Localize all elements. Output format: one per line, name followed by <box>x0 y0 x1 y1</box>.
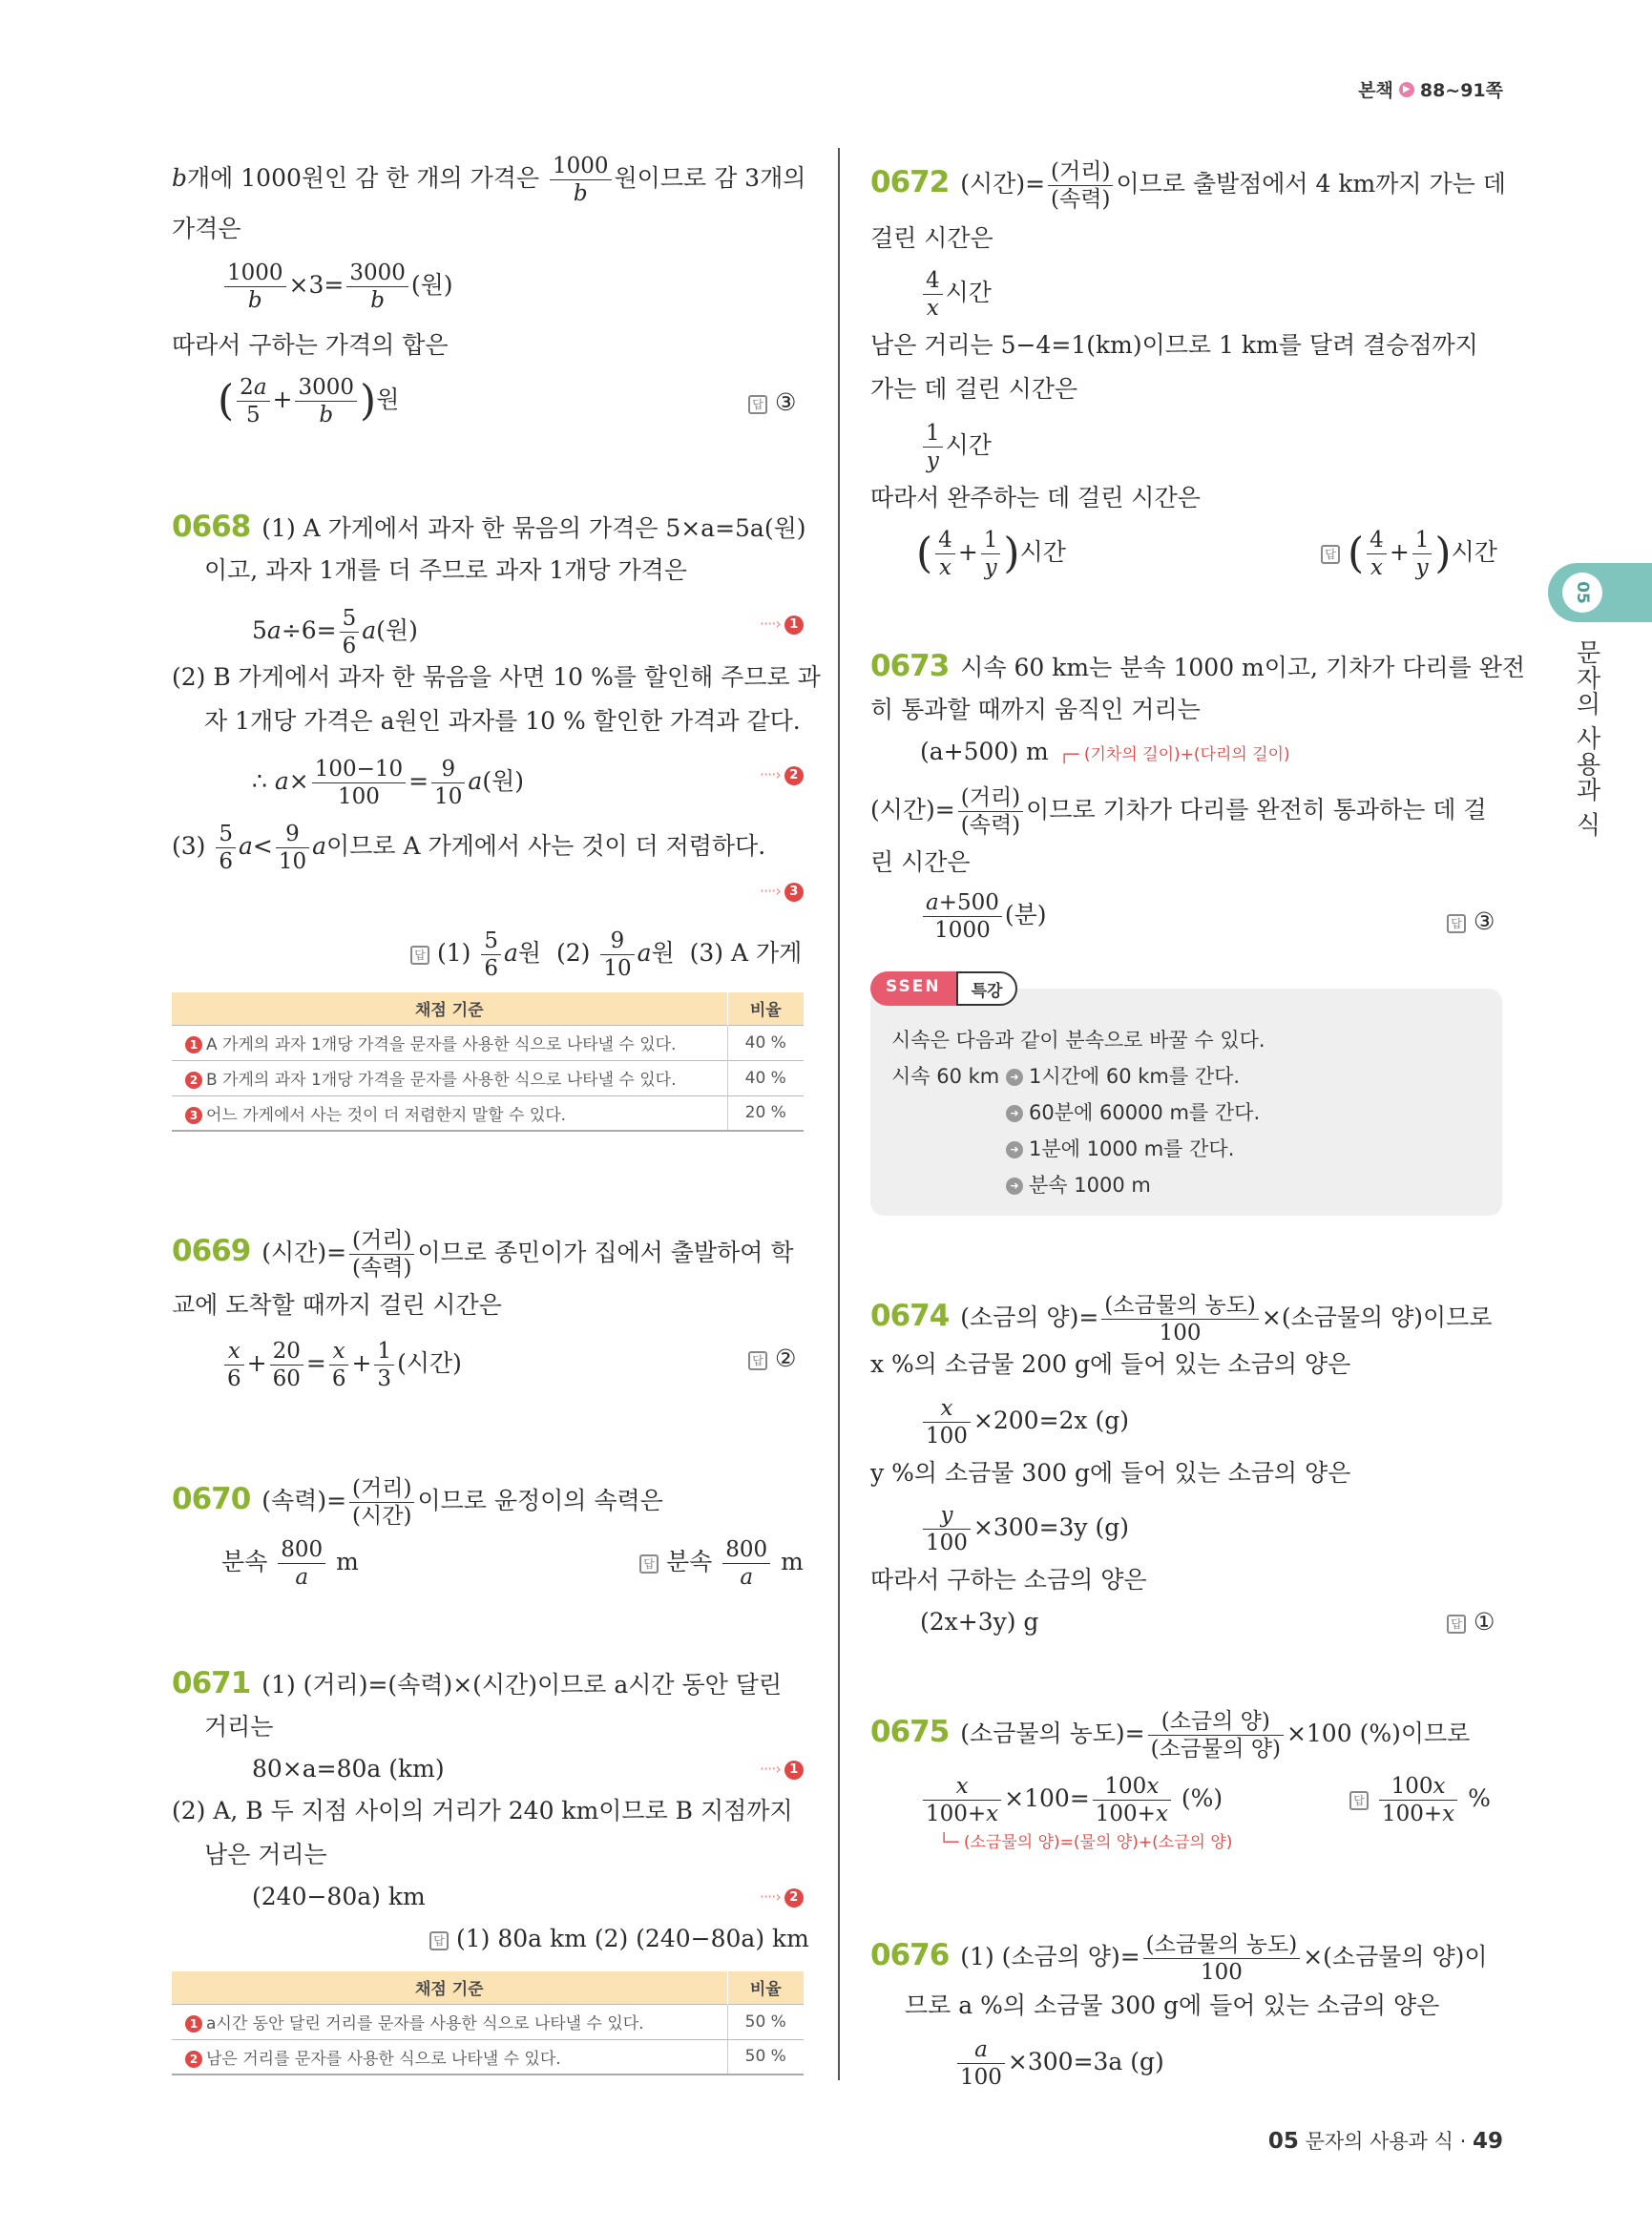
problem-0672-line-3: $\frac{4}{x}$ 시간 <box>920 267 992 322</box>
problem-0672-line-5: 가는 데 걸린 시간은 <box>870 375 1078 403</box>
prev-line-1: b개에 1000원인 감 한 개의 가격은 $\frac{1000}{b}$ 원이므로 감 3개의 <box>172 154 806 206</box>
table-row: 2 남은 거리를 문자를 사용한 식으로 나타낼 수 있다. 50 % <box>172 2039 804 2075</box>
annotation-salt-water: └─ (소금물의 양)=(물의 양)+(소금의 양) <box>939 1833 1233 1852</box>
problem-0675-answer: 답 $\frac{100x}{100+x}$ % <box>1349 1773 1491 1827</box>
problem-0670-line-1: 0670 (속력)= $\frac{\text{(거리)}}{\text{(시간)}}$ 이므로 윤정이의 속력은 <box>172 1476 663 1529</box>
problem-0673-line-6: $\frac{a+500}{1000}$ (분) <box>920 889 1047 944</box>
table-row: 1 a시간 동안 달린 거리를 문자를 사용한 식으로 나타낼 수 있다. 50 % <box>172 2004 804 2039</box>
problem-0676-line-2: 므로 a %의 소금물 300 g에 들어 있는 소금의 양은 <box>905 1991 1440 2019</box>
header-dot-icon: ▶ <box>1399 82 1414 97</box>
arrow-icon: ➜ <box>1006 1141 1023 1158</box>
annotation-train-bridge: ┌─ (기차의 길이)+(다리의 길이) <box>1059 745 1290 764</box>
header-pages: 88~91쪽 <box>1419 80 1503 101</box>
ssen-line-4: ➜ 1분에 1000 m를 간다. <box>1006 1134 1234 1162</box>
problem-0671-line-5: 남은 거리는 <box>204 1841 327 1868</box>
problem-0671-answer: 답 (1) 80a km (2) (240−80a) km <box>429 1922 809 1956</box>
ssen-badge: SSEN 특강 <box>870 971 1017 1006</box>
answer-icon: 답 <box>639 1554 659 1574</box>
prev-line-2: 가격은 <box>172 215 241 242</box>
table-header-criteria: 채점 기준 <box>172 992 727 1025</box>
prev-line-5: ( $\frac{2a}{5}$ + $\frac{3000}{b}$ )원 <box>218 375 400 427</box>
problem-0674-line-6: 따라서 구하는 소금의 양은 <box>870 1566 1147 1594</box>
step-marker-2: ····› 2 <box>760 765 804 785</box>
answer-icon: 답 <box>1447 914 1466 933</box>
page-header <box>1358 76 1503 102</box>
step-marker-1: ····› 1 <box>760 615 804 635</box>
problem-number: 0675 <box>870 1715 950 1749</box>
problem-0668-line-6: ∴ a× $\frac{100-10}{100}$ = $\frac{9}{10}$ a(원) <box>252 757 524 809</box>
problem-number: 0673 <box>870 649 950 683</box>
problem-0674-line-1: 0674 (소금의 양)= $\frac{\text{(소금물의 농도)}}{100}$ ×(소금물의 양)이므로 <box>870 1293 1493 1345</box>
problem-0673-line-3: (a+500) m <box>920 738 1049 765</box>
problem-0668-line-1: 0668 (1) A 가게에서 과자 한 묶음의 가격은 5×a=5a(원) <box>172 510 806 544</box>
ssen-line-1: 시속은 다음과 같이 분속으로 바꿀 수 있다. <box>891 1029 1265 1052</box>
table-header-ratio: 비율 <box>727 992 804 1025</box>
chapter-side-title: 문자의 사용과 식 <box>1572 639 1600 838</box>
problem-0673-line-2: 히 통과할 때까지 움직인 거리는 <box>870 696 1201 723</box>
problem-0668-line-5: 자 1개당 가격은 a원인 과자를 10 % 할인한 가격과 같다. <box>204 707 801 735</box>
footer-chapter-title: 문자의 사용과 식 <box>1305 2130 1453 2153</box>
table-row: 2 B 가게의 과자 1개당 가격을 문자를 사용한 식으로 나타낼 수 있다. 40 % <box>172 1060 804 1095</box>
table-row: 3 어느 가게에서 사는 것이 더 저렴한지 말할 수 있다. 20 % <box>172 1095 804 1131</box>
answer-icon: 답 <box>429 1931 449 1950</box>
problem-number: 0676 <box>870 1938 950 1972</box>
ssen-line-3: ➜ 60분에 60000 m를 간다. <box>1006 1097 1260 1126</box>
step-marker-2: ····› 2 <box>760 1887 804 1908</box>
problem-0674-line-2: x %의 소금물 200 g에 들어 있는 소금의 양은 <box>870 1350 1351 1378</box>
problem-0671-line-6: (240−80a) km <box>252 1883 426 1910</box>
problem-0675-line-2: $\frac{x}{100+x}$ ×100= $\frac{100x}{100+x}$ (%) <box>920 1773 1223 1827</box>
table-header-ratio: 비율 <box>727 1971 804 2004</box>
problem-0674-line-3: $\frac{x}{100}$ ×200=2x (g) <box>920 1395 1129 1449</box>
step-marker-1: ····› 1 <box>760 1760 804 1780</box>
column-divider <box>838 148 840 2080</box>
problem-0669-line-3: $\frac{x}{6}$ + $\frac{20}{60}$ = $\frac{x}{6}$ + $\frac{1}{3}$ (시간) <box>221 1338 462 1392</box>
problem-number: 0674 <box>870 1299 950 1333</box>
arrow-icon: ➜ <box>1006 1178 1023 1195</box>
grading-table-0671 <box>172 1971 804 2075</box>
problem-0668-line-2: 이고, 과자 1개를 더 주므로 과자 1개당 가격은 <box>204 556 687 584</box>
footer-separator: · <box>1459 2130 1467 2153</box>
problem-0671-line-2: 거리는 <box>204 1713 274 1741</box>
problem-0674-line-4: y %의 소금물 300 g에 들어 있는 소금의 양은 <box>870 1459 1351 1487</box>
problem-number: 0669 <box>172 1234 251 1268</box>
problem-0672-line-8: ( $\frac{4}{x}$ + $\frac{1}{y}$ )시간 <box>916 528 1066 580</box>
answer-icon: 답 <box>748 395 767 414</box>
answer-icon: 답 <box>1447 1615 1466 1634</box>
answer-icon: 답 <box>1321 545 1340 564</box>
answer-icon: 답 <box>1349 1791 1369 1810</box>
problem-0671-line-3: 80×a=80a (km) <box>252 1755 445 1783</box>
problem-0676-line-1: 0676 (1) (소금의 양)= $\frac{\text{(소금물의 농도)}}{100}$ ×(소금물의 양)이 <box>870 1932 1488 1985</box>
chapter-number-badge: 05 <box>1562 573 1602 613</box>
problem-0669-line-2: 교에 도착할 때까지 걸린 시간은 <box>172 1291 502 1319</box>
page-footer <box>1268 2126 1503 2155</box>
problem-0676-line-3: $\frac{a}{100}$ ×300=3a (g) <box>954 2036 1164 2091</box>
problem-number: 0668 <box>172 510 251 544</box>
problem-number: 0670 <box>172 1482 251 1516</box>
problem-0672-line-2: 걸린 시간은 <box>870 224 993 252</box>
chapter-side-tab[interactable] <box>1548 563 1652 622</box>
prev-line-4: 따라서 구하는 가격의 합은 <box>172 331 449 359</box>
footer-chapter-num: 05 <box>1267 2129 1299 2154</box>
problem-0669-line-1: 0669 (시간)= $\frac{\text{(거리)}}{\text{(속력)}}$ 이므로 종민이가 집에서 출발하여 학 <box>172 1228 794 1281</box>
problem-0673-line-5: 린 시간은 <box>870 848 971 876</box>
table-row: 1 A 가게의 과자 1개당 가격을 문자를 사용한 식으로 나타낼 수 있다. 40 % <box>172 1025 804 1060</box>
ssen-line-5: ➜ 분속 1000 m <box>1006 1170 1151 1199</box>
problem-0673-line-1: 0673 시속 60 km는 분속 1000 m이고, 기차가 다리를 완전 <box>870 649 1526 683</box>
problem-0668-line-4: (2) B 가게에서 과자 한 묶음을 사면 10 %를 할인해 주므로 과 <box>172 663 821 691</box>
problem-0668-line-3: 5a÷6= $\frac{5}{6}$ a(원) <box>252 606 418 658</box>
problem-0674-answer: 답 ① <box>1447 1605 1495 1639</box>
answer-icon: 답 <box>748 1351 767 1370</box>
problem-0673-line-4: (시간)= $\frac{\text{(거리)}}{\text{(속력)}}$ 이므로 기차가 다리를 완전히 통과하는 데 걸 <box>870 785 1487 838</box>
problem-0675-line-1: 0675 (소금물의 농도)= $\frac{\text{(소금의 양)}}{\text{(소금물의 양)}}$ ×100 (%)이므로 <box>870 1709 1471 1762</box>
problem-0672-line-7: 따라서 완주하는 데 걸린 시간은 <box>870 484 1201 511</box>
problem-0670-line-2: 분속 $\frac{800}{a}$ m <box>221 1537 359 1590</box>
problem-0669-answer: 답 ② <box>748 1342 796 1376</box>
problem-number: 0671 <box>172 1666 251 1700</box>
problem-0672-line-6: $\frac{1}{y}$ 시간 <box>920 420 992 474</box>
footer-page-number: 49 <box>1472 2129 1503 2154</box>
answer-icon: 답 <box>410 946 429 965</box>
problem-0672-line-1: 0672 (시간)= $\frac{\text{(거리)}}{\text{(속력)}}$ 이므로 출발점에서 4 km까지 가는 데 <box>870 159 1506 212</box>
problem-number: 0672 <box>870 165 950 199</box>
problem-0672-answer: 답 ( $\frac{4}{x}$ + $\frac{1}{y}$ )시간 <box>1321 527 1497 581</box>
prev-answer: 답 ③ <box>748 386 796 420</box>
problem-0674-line-7: (2x+3y) g <box>920 1608 1039 1636</box>
problem-0668-answer: 답 (1) $\frac{5}{6}$ a원 (2) $\frac{9}{10}$ a원 (3) A 가게 <box>410 928 802 982</box>
problem-0671-line-1: 0671 (1) (거리)=(속력)×(시간)이므로 a시간 동안 달린 <box>172 1666 783 1700</box>
arrow-icon: ➜ <box>1006 1105 1023 1122</box>
header-book: 본책 <box>1358 80 1393 101</box>
problem-0673-answer: 답 ③ <box>1447 905 1495 939</box>
problem-0670-answer: 답 분속 $\frac{800}{a}$ m <box>639 1536 804 1591</box>
ssen-line-2: 시속 60 km ➜ 1시간에 60 km를 간다. <box>891 1065 1241 1088</box>
problem-0671-line-4: (2) A, B 두 지점 사이의 거리가 240 km이므로 B 지점까지 <box>172 1797 793 1824</box>
problem-0672-line-4: 남은 거리는 5−4=1(km)이므로 1 km를 달려 결승점까지 <box>870 331 1478 359</box>
problem-0674-line-5: $\frac{y}{100}$ ×300=3y (g) <box>920 1502 1129 1556</box>
step-marker-3: ····› 3 <box>760 882 804 902</box>
table-header-criteria: 채점 기준 <box>172 1971 727 2004</box>
prev-line-3: $\frac{1000}{b}$ ×3= $\frac{3000}{b}$ (원) <box>221 260 453 314</box>
problem-0668-line-7: (3) $\frac{5}{6}$ a< $\frac{9}{10}$ a이므로 A 가게에서 사는 것이 더 저렴하다. <box>172 822 766 874</box>
grading-table-0668 <box>172 992 804 1132</box>
arrow-icon: ➜ <box>1006 1069 1023 1086</box>
